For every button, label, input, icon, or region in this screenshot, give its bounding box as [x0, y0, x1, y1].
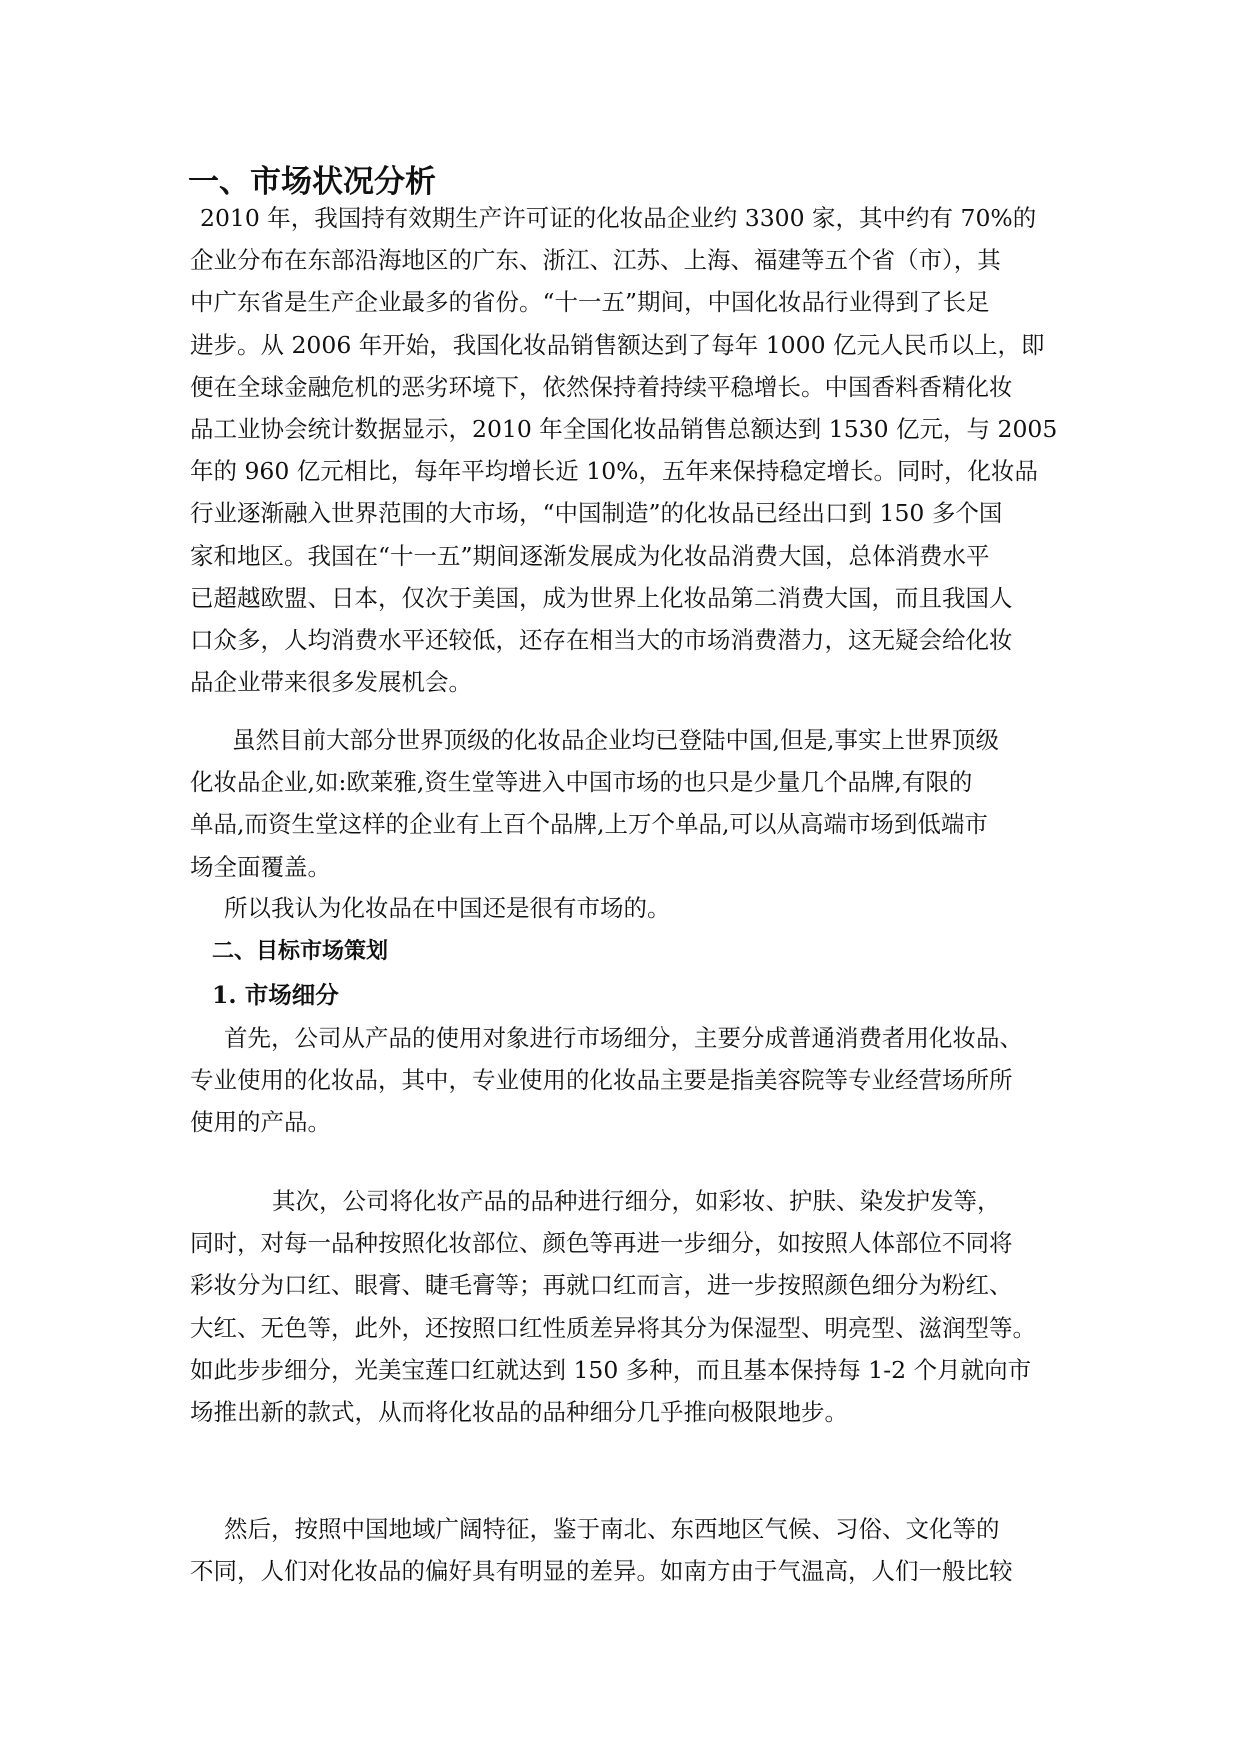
paragraph-global-brands	[190, 719, 1062, 888]
paragraph-market-overview	[190, 197, 1062, 703]
text-line: 进步。从 2006 年开始，我国化妆品销售额达到了每年 1000 亿元人民币以上，即	[190, 330, 1045, 359]
text-line: 单品,而资生堂这样的企业有上百个品牌,上万个单品,可以从高端市场到低端市	[190, 810, 988, 839]
text-line: 如此步步细分，光美宝莲口红就达到 150 多种，而且基本保持每 1-2 个月就向市	[190, 1355, 1032, 1384]
text-line: 虽然目前大部分世界顶级的化妆品企业均已登陆中国,但是,事实上世界顶级	[232, 726, 999, 754]
text-line: 年的 960 亿元相比，每年平均增长近 10%，五年来保持稳定增长。同时，化妆品	[190, 457, 1038, 486]
paragraph-conclusion	[190, 887, 1062, 929]
text-line: 企业分布在东部沿海地区的广东、浙江、江苏、上海、福建等五个省（市），其	[190, 246, 1001, 275]
text-line: 首先，公司从产品的使用对象进行市场细分，主要分成普通消费者用化妆品、	[224, 1024, 1023, 1052]
paragraph-target-segmentation	[190, 1017, 1062, 1144]
text-line: 品工业协会统计数据显示，2010 年全国化妆品销售总额达到 1530 亿元，与 2005	[190, 415, 1058, 444]
subsection-heading: 1. 市场细分	[212, 981, 339, 1009]
text-line: 2010 年，我国持有效期生产许可证的化妆品企业约 3300 家，其中约有 70%的	[200, 204, 1037, 232]
text-line: 同时，对每一品种按照化妆部位、颜色等再进一步细分，如按照人体部位不同将	[190, 1229, 1013, 1258]
text-line: 中广东省是生产企业最多的省份。“十一五”期间，中国化妆品行业得到了长足	[190, 288, 990, 317]
text-line: 行业逐渐融入世界范围的大市场，“中国制造”的化妆品已经出口到 150 多个国	[190, 499, 1003, 528]
paragraph-regional-segmentation	[190, 1508, 1062, 1592]
text-line: 然后，按照中国地域广阔特征，鉴于南北、东西地区气候、习俗、文化等的	[224, 1515, 1000, 1543]
text-line: 场全面覆盖。	[190, 852, 331, 881]
text-line: 化妆品企业,如:欧莱雅,资生堂等进入中国市场的也只是少量几个品牌,有限的	[190, 768, 973, 797]
text-line: 所以我认为化妆品在中国还是很有市场的。	[224, 894, 671, 922]
section-2-heading: 二、目标市场策划	[212, 939, 389, 964]
text-line: 家和地区。我国在“十一五”期间逐渐发展成为化妆品消费大国，总体消费水平	[190, 541, 990, 570]
text-line: 不同，人们对化妆品的偏好具有明显的差异。如南方由于气温高，人们一般比较	[190, 1557, 1013, 1586]
text-line: 已超越欧盟、日本，仅次于美国，成为世界上化妆品第二消费大国，而且我国人	[190, 583, 1013, 612]
paragraph-product-segmentation	[190, 1180, 1062, 1433]
text-line: 使用的产品。	[190, 1108, 331, 1137]
text-line: 便在全球金融危机的恶劣环境下，依然保持着持续平稳增长。中国香料香精化妆	[190, 372, 1013, 401]
section-1-heading: 一、市场状况分析	[188, 164, 436, 200]
text-line: 口众多，人均消费水平还较低，还存在相当大的市场消费潜力，这无疑会给化妆	[190, 626, 1013, 655]
text-line: 品企业带来很多发展机会。	[190, 668, 472, 697]
text-line: 彩妆分为口红、眼膏、睫毛膏等；再就口红而言，进一步按照颜色细分为粉红、	[190, 1271, 1013, 1300]
text-line: 专业使用的化妆品，其中，专业使用的化妆品主要是指美容院等专业经营场所所	[190, 1066, 1013, 1095]
text-line: 场推出新的款式，从而将化妆品的品种细分几乎推向极限地步。	[190, 1398, 848, 1427]
text-line: 大红、无色等，此外，还按照口红性质差异将其分为保湿型、明亮型、滋润型等。	[190, 1313, 1036, 1342]
text-line: 其次，公司将化妆产品的品种进行细分，如彩妆、护肤、染发护发等，	[272, 1187, 1001, 1215]
